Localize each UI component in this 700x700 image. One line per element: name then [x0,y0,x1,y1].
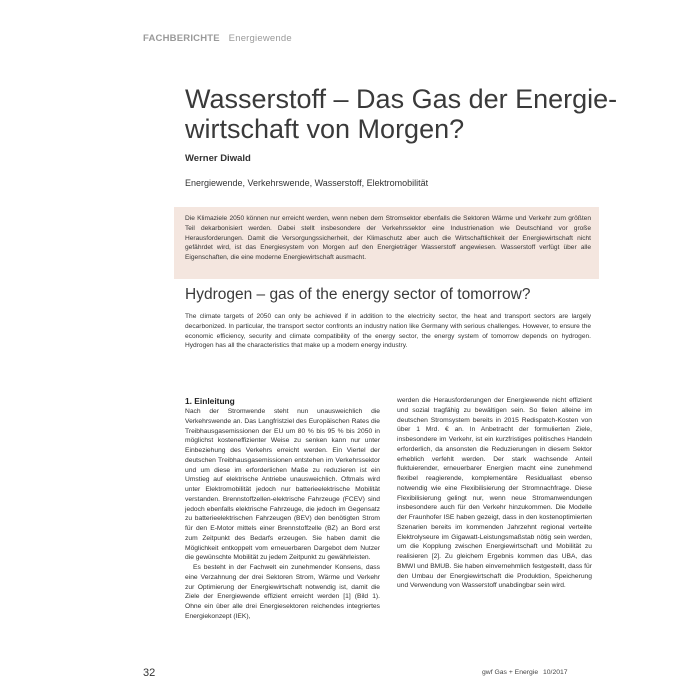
body-paragraph: werden die Herausforderungen der Energiewende nicht effizient und sozial tragfähig zu bewältigen sein. So fielen alleine im deutschen Stromsystem bereits in 2015 Redispatch-Kosten von über 1 Mrd. € an. In Anbetracht der formulierten Ziele, insbesondere im Verkehr, ist ein kurzfristiges politisches Handeln erforderlich, da ansonsten die Reduzierungen in diesem Sektor erheblich verfehlt werden. Der stark wachsende Anteil fluktuierender, erneuerbarer Energien macht eine zunehmend flexibel reagierende, komplementäre Residuallast ebenso notwendig wie eine Flexibilisierung der Stromnachfrage. Diese Flexibilisierung gelingt nur, wenn neue Stromanwendungen insbesondere auch für den Verkehr hinzukommen. Die Modelle der Fraunhofer ISE haben gezeigt, dass in den kostenoptimierten Szenarien bereits im kommenden Jahrzehnt regional verteilte Elektrolyseure im Gigawatt-Leistungsmaßstab nötig sein werden, um die Kopplung zwischen Energiewirtschaft und Mobilität zu realisieren [2]. Zu gleichem Ergebnis kommen das UBA, das BMWI und BMUB. Sie haben einvernehmlich festgestellt, dass für den Umbau der Energiewirtschaft die Produktion, Speicherung und Verwendung von Wasserstoff unabdingbar sein wird. [397,397,592,590]
article-author: Werner Diwald [185,153,251,164]
running-header [143,33,292,44]
issue-number: 10/2017 [543,669,568,676]
publication-name: gwf Gas + Energie [482,669,539,676]
body-column-right [397,396,592,591]
abstract-english: The climate targets of 2050 can only be achieved if in addition to the electricity sector, the heat and transport sectors are largely decarbonized. In particular, the transport sector confronts an industry nation like Germany with serious challenges. However, to ensure the economic efficiency, security and climate compatibility of the energy sector, the energy system of tomorrow depends on hydrogen. Hydrogen has all the characteristics that make up a modern energy industry. [185,313,591,350]
page-number: 32 [143,667,156,679]
header-topic: Energiewende [228,33,292,44]
header-section: FACHBERICHTE [143,33,220,44]
body-column-left [185,396,380,622]
abstract-german: Die Klimaziele 2050 können nur erreicht werden, wenn neben dem Stromsektor ebenfalls die Sektoren Wärme und Verkehr zum größten Teil dekarbonisiert werden. Dabei stellt insbesondere der Verkehrssektor eine Industrienation wie Deutschland vor große Herausforderungen. Damit die Versorgungssicherheit, der Klimaschutz aber auch die Wirtschaftlichkeit der Energiewirtschaft nicht gefährdet wird, ist das Energiesystem von Morgen auf den Energieträger Wasserstoff angewiesen. Wasserstoff verfügt über alle Eigenschaften, die eine moderne Energiewirtschaft ausmacht. [185,215,591,262]
section-heading: 1. Einleitung [185,396,235,406]
body-paragraph: Es besteht in der Fachwelt ein zunehmender Konsens, dass eine Verzahnung der drei Sektoren Strom, Wärme und Verkehr zur Optimierung der Energiewirtschaft notwendig ist, damit die Ziele der Energiewende effizient erreicht werden [1] (Bild 1). Ohne ein über alle drei Energiesektoren reichendes integriertes Energiekonzept (IEK), [185,564,380,620]
article-title: Wasserstoff – Das Gas der Energie-wirtschaft von Morgen? [185,84,618,144]
english-title: Hydrogen – gas of the energy sector of tomorrow? [185,286,531,303]
body-paragraph: Nach der Stromwende steht nun unausweichlich die Verkehrswende an. Das Langfristziel des Europäischen Rates die Treibhausgasemissionen der EU um 80 % bis 95 % bis 2050 in möglichst kosteneffizienter Weise zu senken kann nur unter Einbeziehung des Verkehrs erreicht werden. Ein Viertel der deutschen Treibhausgasemissionen entstehen im Verkehrssektor und um diese im erforderlichen Maße zu reduzieren ist ein Umstieg auf elektrische Antriebe unausweichlich. Oftmals wird unter Elektromobilität jedoch nur batterieelektrische Mobilität verstanden. Brennstoffzellen-elektrische Fahrzeuge (FCEV) sind jedoch ebenfalls elektrische Fahrzeuge, die jedoch im Gegensatz zu batterieelektrischen Fahrzeugen (BEV) den benötigten Strom für den E-Motor mittels einer Brennstoffzelle (BZ) an Bord erst zum Zeitpunkt des Bedarfs erzeugen. Sie haben damit die Möglichkeit entkoppelt vom erneuerbaren Dargebot dem Nutzer die gewünschte Mobilität zu jedem Zeitpunkt zu gewährleisten. [185,408,380,562]
article-keywords: Energiewende, Verkehrswende, Wasserstoff, Elektromobilität [185,178,429,188]
